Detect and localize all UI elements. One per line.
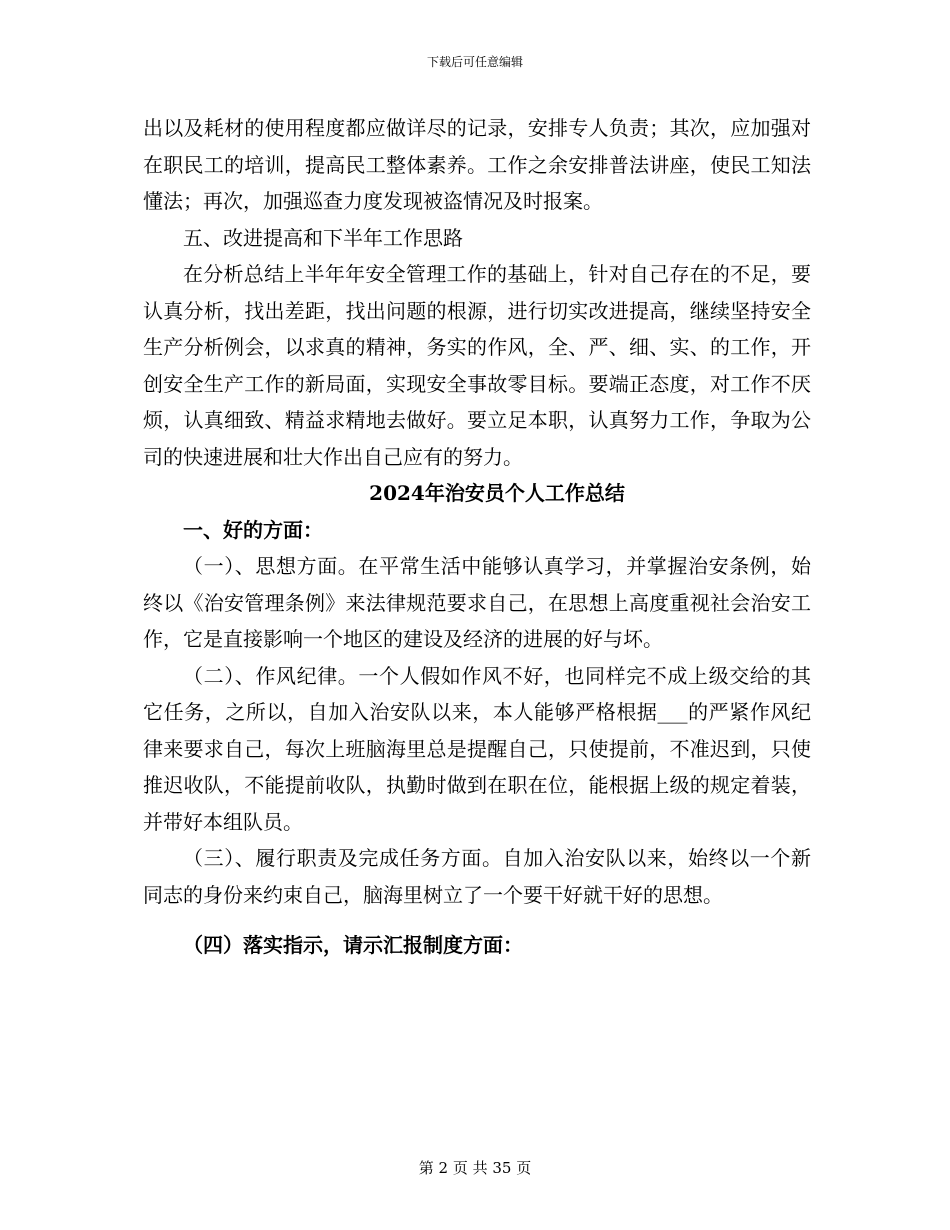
paragraph-improvement: 在分析总结上半年年安全管理工作的基础上，针对自己存在的不足，要认真分析，找出差距，找出问题的根源，进行切实改进提高，继续坚持安全生产分析例会，以求真的精神，务实的作风，全、严、细、实、的工作，开创安全生产工作的新局面，实现安全事故零目标。要端正态度，对工作不厌烦，认真细致、精益求精地去做好。要立足本职，认真努力工作，争取为公司的快速进展和壮大作出自己应有的努力。 <box>143 262 811 469</box>
section-heading-one: 一、好的方面： <box>183 517 323 542</box>
paragraph-discipline: （二）、作风纪律。一个人假如作风不好，也同样完不成上级交给的其它任务，之所以，自加入治安队以来，本人能够严格根据___的严紧作风纪律来要求自己，每次上班脑海里总是提醒自己，只使提前，不准迟到，只使推迟收队，不能提前收队，执勤时做到在职在位，能根据上级的规定着装，并带好本组队员。 <box>143 663 811 834</box>
paragraph-thought: （一）、思想方面。在平常生活中能够认真学习，并掌握治安条例，始终以《治安管理条例》来法律规范要求自己，在思想上高度重视社会治安工作，它是直接影响一个地区的建设及经济的进展的好与坏。 <box>143 554 811 651</box>
section-heading-four: （四）落实指示，请示汇报制度方面： <box>183 933 523 957</box>
page-header: 下载后可任意编辑 <box>426 55 523 69</box>
paragraph-continuation: 出以及耗材的使用程度都应做详尽的记录，安排专人负责；其次，应加强对在职民工的培训，提高民工整体素养。工作之余安排普法讲座，使民工知法懂法；再次，加强巡查力度发现被盗情况及时报案。 <box>143 116 811 213</box>
section-heading-five: 五、改进提高和下半年工作思路 <box>183 225 463 250</box>
document-body <box>143 110 811 964</box>
paragraph-duties: （三）、履行职责及完成任务方面。自加入治安队以来，始终以一个新同志的身份来约束自己，脑海里树立了一个要干好就干好的思想。 <box>143 846 811 907</box>
page-number: 第 2 页 共 35 页 <box>418 1159 532 1177</box>
document-title: 2024年治安员个人工作总结 <box>369 481 625 505</box>
